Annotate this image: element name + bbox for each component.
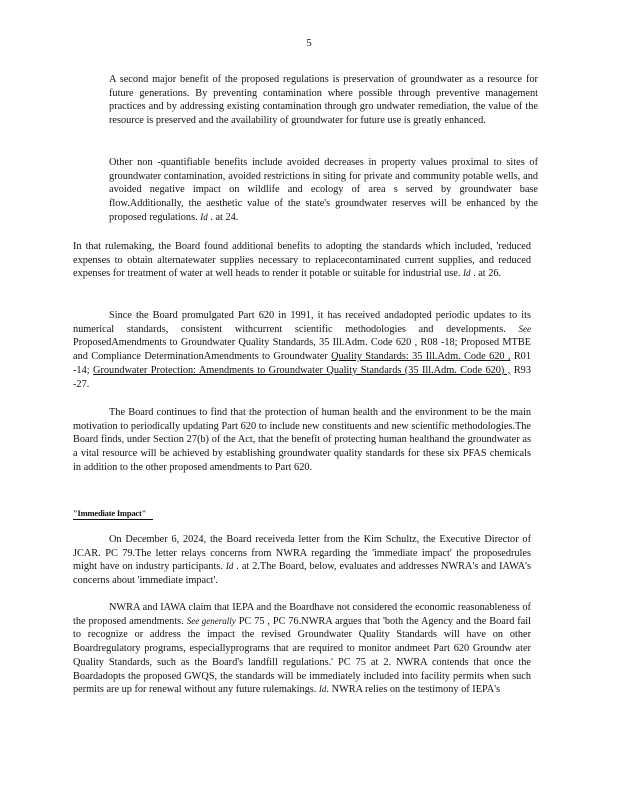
paragraph-rulemaking [73,240,531,281]
see-generally-signal: See generally [186,615,236,626]
see-signal: See [518,323,531,334]
paragraph-text: On December 6, 2024, the Board receiveda letter from the Kim Schultz, the Executive Director of JCAR. PC 79.The letter relays concerns from NWRA regarding the 'immediate impact' the proposedrules might have on industry participants. [73,534,531,573]
citation-text: R93 -27. [73,364,531,390]
paragraph-text: PC 75 , PC 76.NWRA argues that 'both the Agency and the Board fail to recognize or address the impact the revised Groundwater Quality Standards will have on other Boardregulatory programs, especiallyprograms that are required to monitor andmeet Part 620 Groundw ater Quality Standards, such as the Board's landfill regulations.' PC 75 at 2. NWRA contends that once the Boardadopts the proposed GWQS, the standards will be immediately included into facility permits when such permits are up for renewal without any future rulemakings. [73,615,532,696]
paragraph-text: Since the Board promulgated Part 620 in 1991, it has received andadopted periodic updates to its numerical standards, consistent withcurrent scientific methodologies and developments. [73,310,531,335]
block-quote-1: A second major benefit of the proposed regulations is preservation of groundwater as a resource for future generations. By preventing contamination where possible through preventive management practices and by addressing existing contamination through gro undwater remediation, the value of the resource is preserved and the availability of groundwater for future use is greatly enhanced. [109,74,538,127]
paragraph-text: NWRA and IAWA claim that IEPA and the Boardhave not considered the economic reasonableness of the proposed amendments. [73,602,531,627]
citation-text: . at 26. [470,268,502,280]
citation-signal: Id [318,684,327,695]
paragraph-text: In that rulemaking, the Board found additional benefits to adopting the standards which included, 'reduced expenses to obtain alternatewater supplies necessary to replacecontaminated current supplies, and reduced expenses for treatment of water at well heads to render it potable or suitable for industrial use. [73,241,531,280]
citation-text: R01 -14; [73,351,531,376]
page-number: 5 [306,37,312,49]
underlined-citation: Groundwater Protection: Amendments to Groundwater Quality Standards (35 Ill.Adm. Code 620) , [93,364,511,376]
paragraph-text: . NWRA relies on the testimony of IEPA's [326,684,501,696]
citation-signal: Id [463,268,471,279]
citation-signal: Id [225,561,234,572]
paragraph-board-continues: The Board continues to find that the protection of human health and the environment to be the main motivation to periodically updating Part 620 to include new constituents and new scientific methodologies.The Board finds, under Section 27(b) of the Act, that the benefit of protecting human healthand the groundwater as a vital resource will be achieved by establishing groundwater quality standards for these six PFAS chemicals in addition to the other proposed amendments to Part 620. [73,407,531,473]
paragraph-promulgated [73,309,531,391]
block-quote-2 [109,156,538,225]
citation-text: . at 24. [207,211,239,223]
underlined-citation: Quality Standards: 35 Ill.Adm. Code 620 , [331,351,511,363]
citation-text: . at 2.The Board, below, evaluates and addresses NWRA's and IAWA's concerns about 'immediate impact'. [73,561,532,587]
paragraph-nwra-claims [73,601,531,697]
citation-signal: Id [200,211,208,222]
section-heading: "Immediate Impact" [73,508,153,520]
quote-text: Other non -quantifiable benefits include avoided decreases in property values proximal to sites of groundwater contamination, avoided restrictions in siting for private and community potable wells, and avoided negative impact on wildlife and ecology of area s served by groundwater base flow.Additionally, the aesthetic value of the state's groundwater reserves will be enhanced by the proposed regulations. [109,157,538,223]
citation-text: ProposedAmendments to Groundwater Quality Standards, 35 Ill.Adm. Code 620 , R08 -18; Proposed MTBE and Compliance DeterminationAmendments to Groundwater [73,337,531,363]
paragraph-letter [73,533,531,588]
